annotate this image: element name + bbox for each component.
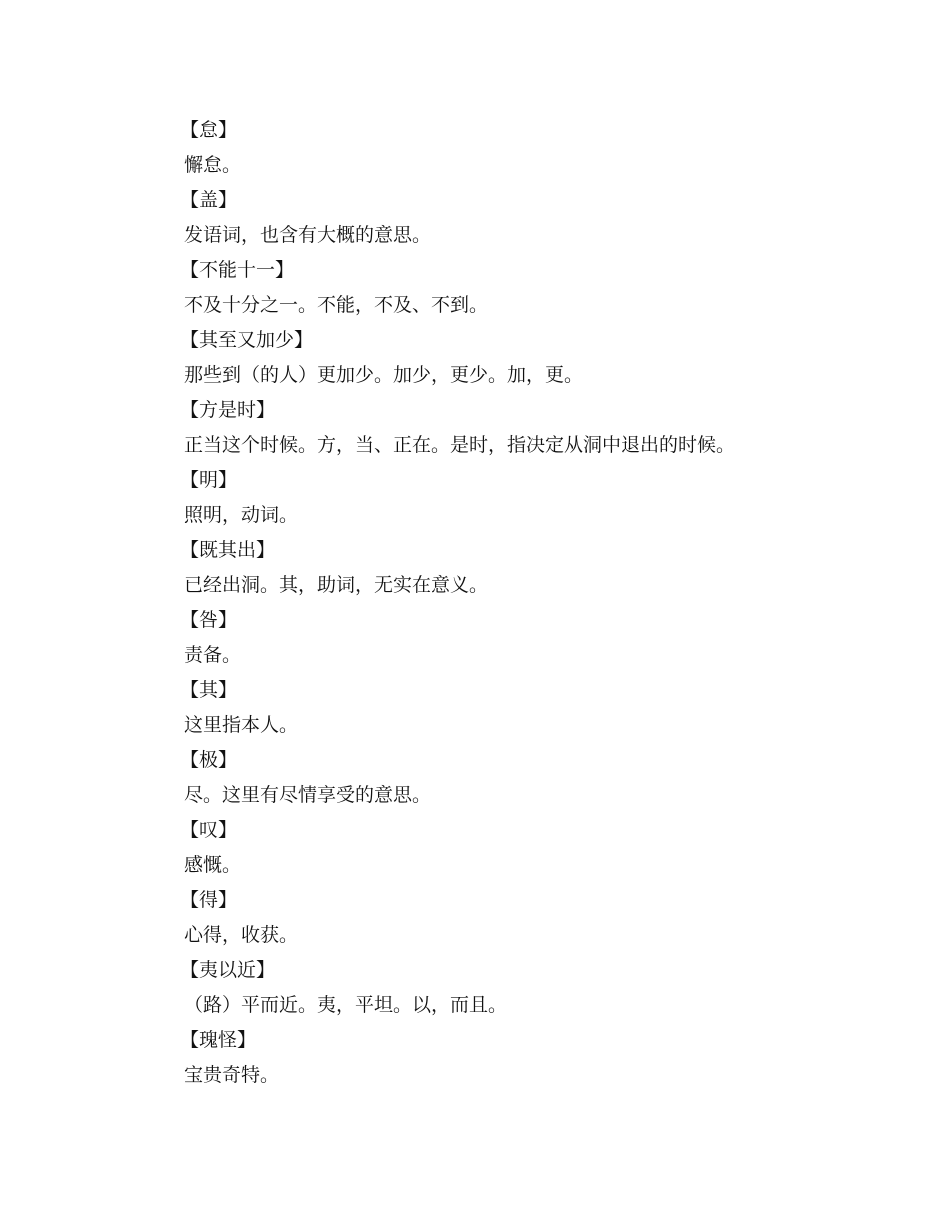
entry-definition-14: 宝贵奇特。 [184, 1064, 280, 1086]
entry-term-9: 【其】 [180, 679, 238, 701]
entry-definition-8: 责备。 [184, 644, 242, 666]
entry-term-14: 【瑰怪】 [180, 1029, 257, 1051]
entry-definition-1: 懈怠。 [184, 154, 242, 176]
entry-definition-7: 已经出洞。其，助词，无实在意义。 [184, 574, 489, 596]
entry-term-5: 【方是时】 [180, 399, 276, 421]
entry-term-10: 【极】 [180, 749, 238, 771]
entry-term-3: 【不能十一】 [180, 259, 295, 281]
entry-term-7: 【既其出】 [180, 539, 276, 561]
entry-term-8: 【咎】 [180, 609, 238, 631]
entry-term-2: 【盖】 [180, 189, 238, 211]
entry-definition-12: 心得，收获。 [184, 924, 299, 946]
entry-term-12: 【得】 [180, 889, 238, 911]
entry-term-11: 【叹】 [180, 819, 238, 841]
entry-definition-4: 那些到（的人）更加少。加少，更少。加，更。 [184, 364, 584, 386]
entry-term-1: 【怠】 [180, 119, 238, 141]
entry-definition-10: 尽。这里有尽情享受的意思。 [184, 784, 432, 806]
entry-definition-5: 正当这个时候。方，当、正在。是时，指决定从洞中退出的时候。 [184, 434, 736, 456]
entry-definition-3: 不及十分之一。不能，不及、不到。 [184, 294, 489, 316]
entry-term-13: 【夷以近】 [180, 959, 276, 981]
entry-definition-11: 感慨。 [184, 854, 242, 876]
entry-definition-6: 照明，动词。 [184, 504, 299, 526]
document-page [180, 113, 904, 1093]
entry-term-6: 【明】 [180, 469, 238, 491]
entry-definition-9: 这里指本人。 [184, 714, 299, 736]
entry-term-4: 【其至又加少】 [180, 329, 314, 351]
entry-definition-13: （路）平而近。夷，平坦。以，而且。 [184, 994, 508, 1016]
entry-definition-2: 发语词，也含有大概的意思。 [184, 224, 432, 246]
